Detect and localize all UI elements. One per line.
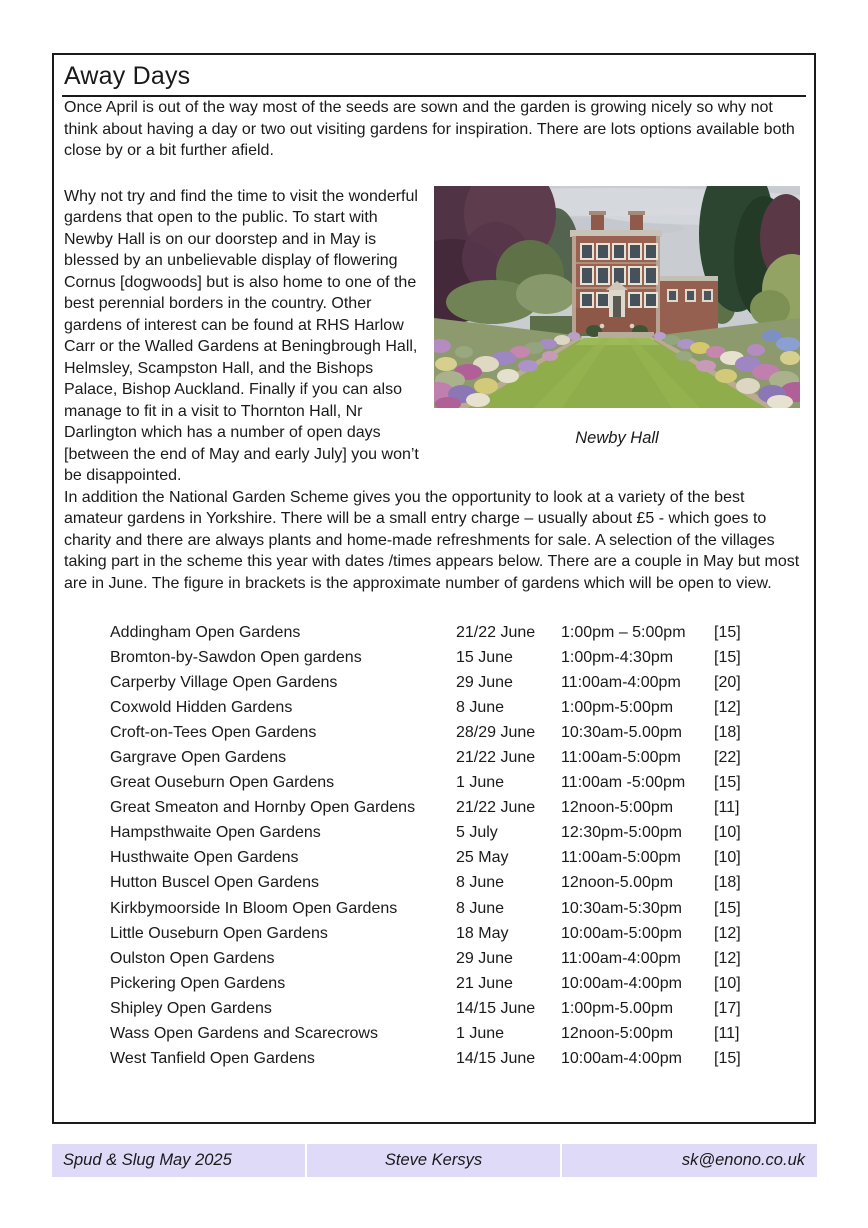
garden-count: [12]: [714, 698, 741, 716]
garden-name: Husthwaite Open Gardens: [110, 849, 299, 867]
garden-date: 8 June: [456, 874, 505, 892]
garden-row: [110, 821, 806, 846]
garden-row: [110, 871, 806, 896]
footer-author: Steve Kersys: [307, 1144, 560, 1177]
garden-row: [110, 1022, 806, 1047]
garden-times: 10:30am-5.00pm: [561, 723, 682, 741]
garden-date: 21/22 June: [456, 623, 536, 641]
garden-times: 1:00pm-4:30pm: [561, 648, 674, 666]
garden-count: [12]: [714, 924, 741, 942]
garden-row: [110, 1047, 806, 1072]
garden-count: [11]: [714, 1025, 740, 1043]
gardens-section: [62, 186, 806, 487]
garden-date: 5 July: [456, 824, 498, 842]
garden-name: Coxwold Hidden Gardens: [110, 698, 293, 716]
garden-count: [15]: [714, 648, 741, 666]
garden-name: Shipley Open Gardens: [110, 999, 272, 1017]
garden-times: 11:00am-5:00pm: [561, 749, 681, 767]
newby-hall-figure: [434, 186, 800, 448]
garden-name: Hutton Buscel Open Gardens: [110, 874, 320, 892]
garden-times: 1:00pm – 5:00pm: [561, 623, 686, 641]
garden-count: [12]: [714, 949, 741, 967]
garden-row: [110, 670, 806, 695]
footer-email: sk@enono.co.uk: [562, 1144, 817, 1177]
garden-name: Great Ouseburn Open Gardens: [110, 774, 335, 792]
garden-date: 14/15 June: [456, 1050, 536, 1068]
garden-times: 10:30am-5:30pm: [561, 899, 682, 917]
garden-count: [10]: [714, 824, 741, 842]
garden-date: 21/22 June: [456, 799, 536, 817]
garden-times: 11:00am-5:00pm: [561, 849, 681, 867]
ngs-paragraph: In addition the National Garden Scheme gives you the opportunity to look at a variety of the best amateur gardens in Yorkshire. There will be a small entry charge – usually about £5 - which goes to charity and there are always plants and home-made refreshments for sale. A selection of the villages taking part in the scheme this year with dates /times appears below. There are a couple in May but most are in June. The figure in brackets is the approximate number of gardens which will be open to view.: [64, 488, 800, 592]
garden-date: 15 June: [456, 648, 513, 666]
garden-date: 8 June: [456, 698, 505, 716]
garden-times: 11:00am-4:00pm: [561, 949, 681, 967]
garden-count: [20]: [714, 673, 741, 691]
garden-row: [110, 921, 806, 946]
garden-count: [15]: [714, 1050, 741, 1068]
garden-date: 25 May: [456, 849, 509, 867]
garden-name: Kirkbymoorside In Bloom Open Gardens: [110, 899, 398, 917]
garden-name: Addingham Open Gardens: [110, 623, 301, 641]
intro-paragraph: Once April is out of the way most of the seeds are sown and the garden is growing nicely so why not think about having a day or two out visiting gardens for inspiration. There are lots options available both close by or a bit further afield.: [64, 99, 795, 159]
garden-name: Great Smeaton and Hornby Open Gardens: [110, 799, 416, 817]
garden-row: [110, 896, 806, 921]
garden-date: 21/22 June: [456, 749, 536, 767]
garden-name: Oulston Open Gardens: [110, 949, 275, 967]
garden-date: 21 June: [456, 974, 513, 992]
visit-gardens-paragraph: Why not try and find the time to visit the wonderful gardens that open to the public. To start with Newby Hall is on our doorstep and in May is blessed by an unbelievable display of flowering Cornus [dogwoods] but is also home to one of the best perennial borders in the country. Other gardens of interest can be found at RHS Harlow Carr or the Walled Gardens at Beningbrough Hall, Helmsley, Scampston Hall, and the Bishops Palace, Bishop Auckland. Finally if you can also manage to fit in a visit to Thornton Hall, Nr Darlington which has a number of open days [between the end of May and early July] you won’t be disappointed.: [64, 187, 419, 484]
garden-date: 29 June: [456, 949, 513, 967]
garden-times: 1:00pm-5:00pm: [561, 698, 674, 716]
garden-times: 10:00am-4:00pm: [561, 974, 682, 992]
page-footer: [52, 1144, 817, 1177]
garden-count: [15]: [714, 623, 741, 641]
garden-count: [18]: [714, 723, 741, 741]
garden-name: Carperby Village Open Gardens: [110, 673, 338, 691]
garden-count: [10]: [714, 974, 741, 992]
garden-row: [110, 771, 806, 796]
garden-name: Pickering Open Gardens: [110, 974, 286, 992]
garden-times: 12noon-5:00pm: [561, 1025, 674, 1043]
garden-date: 29 June: [456, 673, 513, 691]
garden-count: [22]: [714, 749, 741, 767]
figure-caption: Newby Hall: [575, 428, 659, 447]
garden-count: [10]: [714, 849, 741, 867]
garden-row: [110, 971, 806, 996]
garden-row: [110, 645, 806, 670]
garden-times: 10:00am-5:00pm: [561, 924, 682, 942]
garden-row: [110, 720, 806, 745]
open-gardens-table: [110, 620, 806, 1072]
footer-newsletter-title: Spud & Slug May 2025: [52, 1144, 305, 1177]
garden-times: 12noon-5:00pm: [561, 799, 674, 817]
garden-date: 18 May: [456, 924, 509, 942]
garden-times: 12noon-5.00pm: [561, 874, 674, 892]
garden-row: [110, 745, 806, 770]
garden-name: Croft-on-Tees Open Gardens: [110, 723, 317, 741]
newby-hall-photo: [434, 186, 800, 408]
garden-times: 11:00am-4:00pm: [561, 673, 681, 691]
garden-name: Wass Open Gardens and Scarecrows: [110, 1025, 378, 1043]
garden-date: 1 June: [456, 774, 505, 792]
content-frame: [52, 53, 816, 1124]
garden-name: Gargrave Open Gardens: [110, 749, 287, 767]
page-title: Away Days: [62, 58, 806, 97]
garden-row: [110, 695, 806, 720]
garden-date: 8 June: [456, 899, 505, 917]
garden-count: [11]: [714, 799, 740, 817]
garden-date: 14/15 June: [456, 999, 536, 1017]
garden-name: Bromton-by-Sawdon Open gardens: [110, 648, 362, 666]
garden-times: 1:00pm-5.00pm: [561, 999, 674, 1017]
garden-count: [15]: [714, 774, 741, 792]
garden-date: 28/29 June: [456, 723, 536, 741]
garden-times: 11:00am -5:00pm: [561, 774, 686, 792]
garden-times: 10:00am-4:00pm: [561, 1050, 682, 1068]
garden-name: Little Ouseburn Open Gardens: [110, 924, 328, 942]
garden-row: [110, 620, 806, 645]
garden-name: Hampsthwaite Open Gardens: [110, 824, 321, 842]
garden-count: [17]: [714, 999, 741, 1017]
garden-name: West Tanfield Open Gardens: [110, 1050, 315, 1068]
garden-row: [110, 846, 806, 871]
garden-row: [110, 946, 806, 971]
garden-count: [15]: [714, 899, 741, 917]
garden-row: [110, 996, 806, 1021]
garden-times: 12:30pm-5:00pm: [561, 824, 682, 842]
garden-row: [110, 796, 806, 821]
garden-date: 1 June: [456, 1025, 505, 1043]
garden-count: [18]: [714, 874, 741, 892]
